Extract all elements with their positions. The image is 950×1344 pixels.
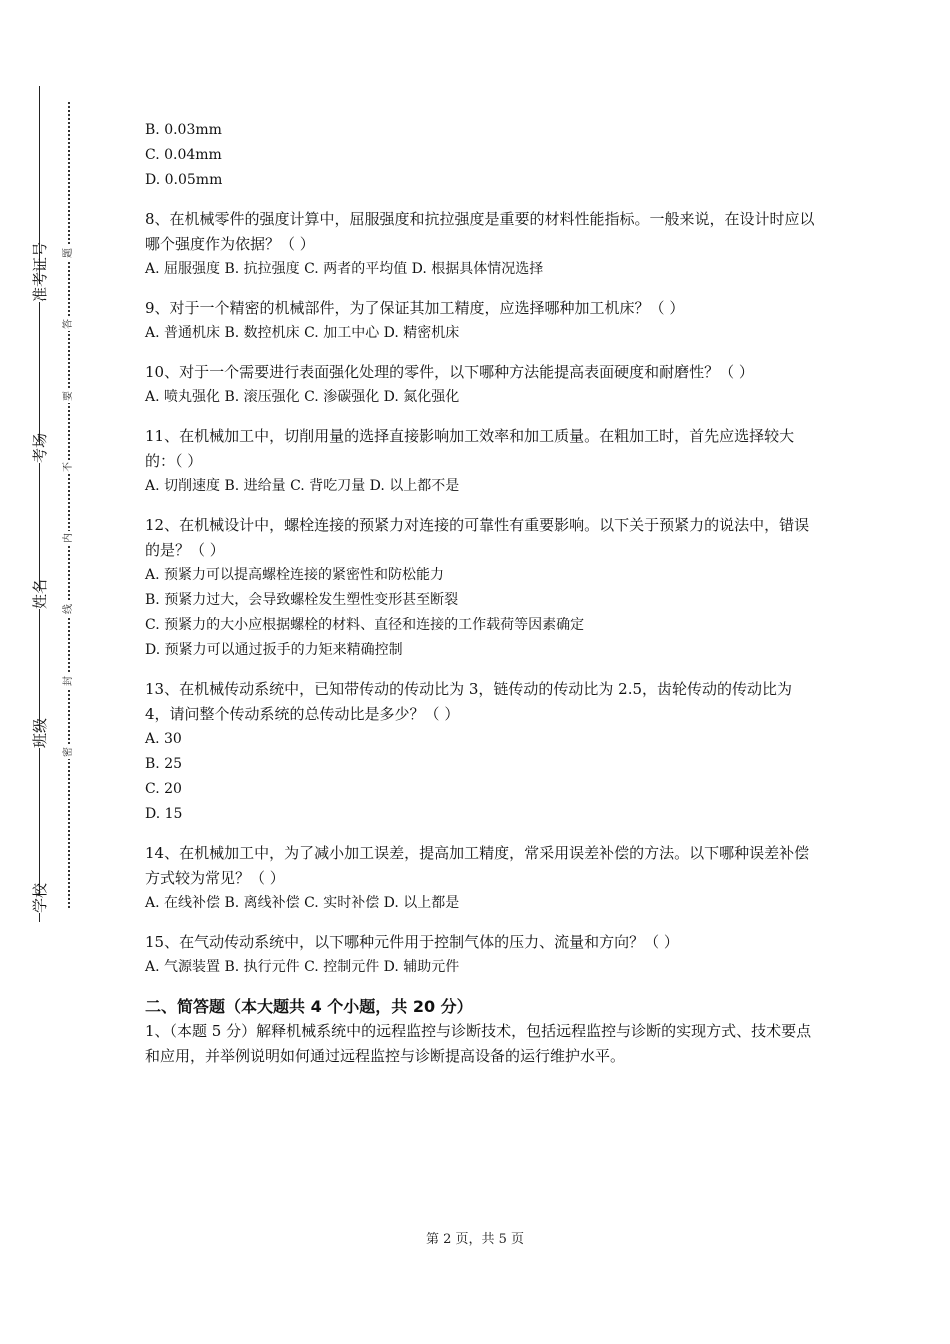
- field-exam-room-label: 考场: [31, 432, 49, 463]
- question-8: [145, 207, 815, 282]
- question-stem: 13、在机械传动系统中，已知带传动的传动比为 3，链传动的传动比为 2.5，齿轮传动的传动比为 4，请问整个传动系统的总传动比是多少？（ ）: [145, 680, 793, 723]
- q7-options: [145, 118, 815, 193]
- question-stem: 15、在气动传动系统中，以下哪种元件用于控制气体的压力、流量和方向？（ ）: [145, 933, 679, 951]
- exam-content: [145, 118, 815, 1069]
- seal-char: 内: [63, 533, 74, 543]
- seal-char: 不: [63, 462, 74, 472]
- question-stem: 14、在机械加工中，为了减小加工误差，提高加工精度，常采用误差补偿的方法。以下哪种误差补偿方式较为常见？（ ）: [145, 844, 810, 887]
- field-name-label: 姓名: [31, 578, 49, 609]
- binding-solid-line: [39, 86, 40, 922]
- question-15: [145, 930, 815, 980]
- option: D. 0.05mm: [145, 172, 223, 188]
- option: B. 预紧力过大，会导致螺栓发生塑性变形甚至断裂: [145, 592, 459, 608]
- option: A. 在线补偿 B. 离线补偿 C. 实时补偿 D. 以上都是: [145, 895, 460, 911]
- seal-char: 线: [63, 604, 74, 614]
- option: D. 预紧力可以通过扳手的力矩来精确控制: [145, 642, 403, 658]
- option: A. 预紧力可以提高螺栓连接的紧密性和防松能力: [145, 567, 445, 583]
- page-footer: 第 2 页，共 5 页: [425, 1232, 525, 1247]
- option: D. 15: [145, 806, 183, 822]
- seal-char: 封: [63, 676, 74, 686]
- question-13: [145, 677, 815, 827]
- question-10: [145, 360, 815, 410]
- option: A. 屈服强度 B. 抗拉强度 C. 两者的平均值 D. 根据具体情况选择: [145, 261, 544, 277]
- seal-char: 密: [63, 747, 74, 757]
- question-9: [145, 296, 815, 346]
- option: C. 0.04mm: [145, 147, 222, 163]
- field-class-label: 班级: [31, 717, 49, 748]
- option: A. 喷丸强化 B. 滚压强化 C. 渗碳强化 D. 氮化强化: [145, 389, 460, 405]
- seal-dotted-line: [68, 102, 70, 908]
- question-stem: 10、对于一个需要进行表面强化处理的零件，以下哪种方法能提高表面硬度和耐磨性？（ ）: [145, 363, 754, 381]
- field-admission-number-label: 准考证号: [31, 241, 49, 302]
- option: A. 气源装置 B. 执行元件 C. 控制元件 D. 辅助元件: [145, 959, 460, 975]
- option: B. 0.03mm: [145, 122, 222, 138]
- section-2-title: 二、简答题（本大题共 4 个小题，共 20 分）: [145, 997, 473, 1016]
- field-school-label: 学校: [31, 882, 49, 913]
- seal-char: 答: [63, 319, 74, 329]
- option: A. 普通机床 B. 数控机床 C. 加工中心 D. 精密机床: [145, 325, 460, 341]
- option: C. 20: [145, 781, 182, 797]
- question-11: [145, 424, 815, 499]
- question-14: [145, 841, 815, 916]
- seal-char: 题: [63, 248, 74, 258]
- option: A. 切削速度 B. 进给量 C. 背吃刀量 D. 以上都不是: [145, 478, 460, 494]
- option: C. 预紧力的大小应根据螺栓的材料、直径和连接的工作载荷等因素确定: [145, 617, 585, 633]
- essay-question-1: 1、（本题 5 分）解释机械系统中的远程监控与诊断技术，包括远程监控与诊断的实现方式、技术要点和应用，并举例说明如何通过远程监控与诊断提高设备的运行维护水平。: [145, 1022, 812, 1065]
- question-stem: 12、在机械设计中，螺栓连接的预紧力对连接的可靠性有重要影响。以下关于预紧力的说法中，错误的是？（ ）: [145, 516, 810, 559]
- binding-margin: [0, 0, 120, 1344]
- option: B. 25: [145, 756, 183, 772]
- question-12: [145, 513, 815, 663]
- question-stem: 8、在机械零件的强度计算中，屈服强度和抗拉强度是重要的材料性能指标。一般来说，在设计时应以哪个强度作为依据？（ ）: [145, 210, 815, 253]
- question-stem: 9、对于一个精密的机械部件，为了保证其加工精度，应选择哪种加工机床？（ ）: [145, 299, 685, 317]
- seal-char: 要: [63, 391, 74, 401]
- option: A. 30: [145, 731, 182, 747]
- question-stem: 11、在机械加工中，切削用量的选择直接影响加工效率和加工质量。在粗加工时，首先应选择较大的：（ ）: [145, 427, 795, 470]
